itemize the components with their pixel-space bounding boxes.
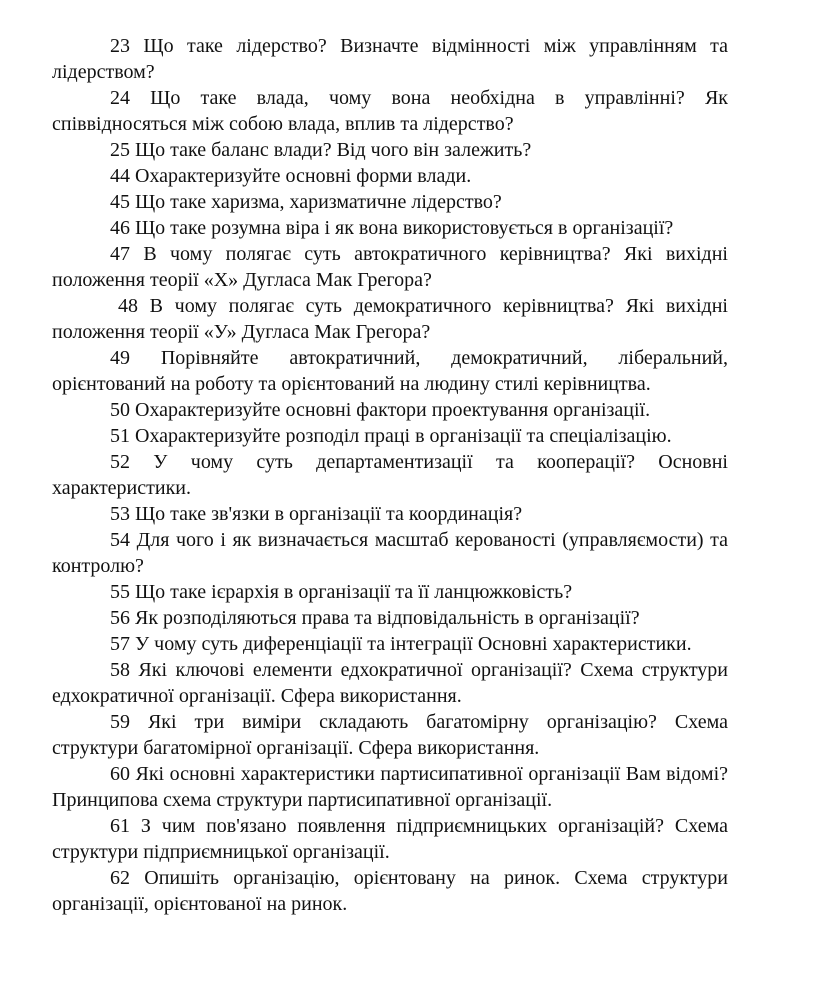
question-59: 59 Які три виміри складають багатомірну організацію? Схема структури багатомірної організації. Сфера використання. [52, 711, 728, 759]
question-58: 58 Які ключові елементи едхократичної організації? Схема структури едхократичної організації. Сфера використання. [52, 659, 728, 707]
document-page [52, 33, 728, 917]
question-57: 57 У чому суть диференціації та інтеграції Основні характеристики. [110, 633, 692, 655]
question-60: 60 Які основні характеристики партисипативної організації Вам відомі? Принципова схема структури партисипативної організації. [52, 763, 728, 811]
question-24: 24 Що таке влада, чому вона необхідна в управлінні? Як співвідносяться між собою влада, вплив та лідерство? [52, 87, 728, 135]
question-53: 53 Що таке зв'язки в організації та координація? [110, 503, 523, 525]
question-54: 54 Для чого і як визначається масштаб керованості (управляємости) та контролю? [52, 529, 728, 577]
question-45: 45 Що таке харизма, харизматичне лідерство? [110, 191, 502, 213]
question-47: 47 В чому полягає суть автократичного керівництва? Які вихідні положення теорії «Х» Дугласа Мак Грегора? [52, 243, 728, 291]
question-49: 49 Порівняйте автократичний, демократичний, ліберальний, орієнтований на роботу та орієнтований на людину стилі керівництва. [52, 347, 728, 395]
question-51: 51 Охарактеризуйте розподіл праці в організації та спеціалізацію. [110, 425, 672, 447]
question-62: 62 Опишіть організацію, орієнтовану на ринок. Схема структури організації, орієнтованої на ринок. [52, 867, 728, 915]
question-52: 52 У чому суть департаментизації та кооперації? Основні характеристики. [52, 451, 728, 499]
question-46: 46 Що таке розумна віра і як вона використовується в організації? [110, 217, 674, 239]
question-61: 61 З чим пов'язано появлення підприємницьких організацій? Схема структури підприємницької організації. [52, 815, 728, 863]
question-23: 23 Що таке лідерство? Визначте відмінності між управлінням та лідерством? [52, 35, 728, 83]
question-55: 55 Що таке ієрархія в організації та її ланцюжковість? [110, 581, 573, 603]
question-44: 44 Охарактеризуйте основні форми влади. [110, 165, 472, 187]
question-48: 48 В чому полягає суть демократичного керівництва? Які вихідні положення теорії «У» Дугласа Мак Грегора? [52, 295, 728, 343]
question-25: 25 Що таке баланс влади? Від чого він залежить? [110, 139, 532, 161]
question-50: 50 Охарактеризуйте основні фактори проектування організації. [110, 399, 651, 421]
question-56: 56 Як розподіляються права та відповідальність в організації? [110, 607, 640, 629]
